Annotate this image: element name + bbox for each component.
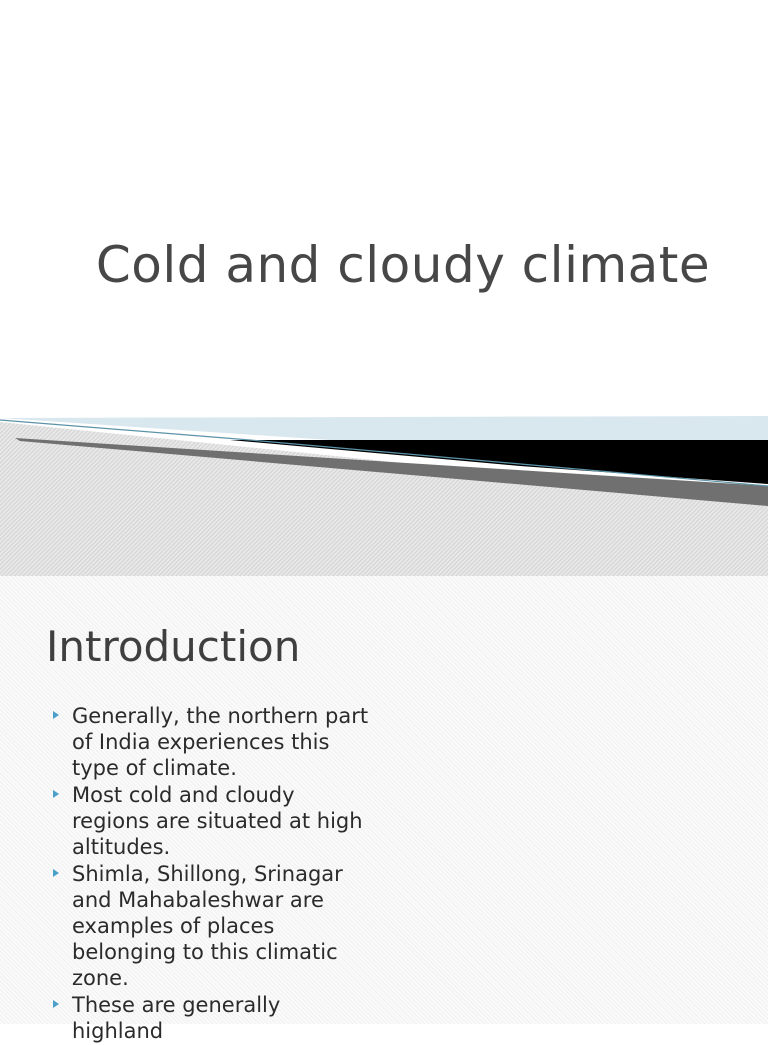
triangle-bullet-icon xyxy=(53,711,59,719)
triangle-bullet-icon xyxy=(53,869,59,877)
triangle-bullet-icon xyxy=(53,1000,59,1008)
bullet-list xyxy=(48,703,378,1045)
bullet-item xyxy=(48,992,378,1044)
bullet-text: Most cold and cloudy regions are situated at high altitudes. xyxy=(72,783,363,859)
bullet-text: These are generally highland xyxy=(72,993,281,1043)
triangle-bullet-icon xyxy=(53,790,59,798)
slide-heading: Introduction xyxy=(46,622,301,671)
bullet-item xyxy=(48,782,378,860)
bullet-text: Generally, the northern part of India experiences this type of climate. xyxy=(72,704,369,780)
slide-title: Cold and cloudy climate xyxy=(95,236,711,294)
bullet-item xyxy=(48,861,378,991)
bullet-text: Shimla, Shillong, Srinagar and Mahabaleshwar are examples of places belonging to this climatic zone. xyxy=(72,862,343,990)
bullet-item xyxy=(48,703,378,781)
content-slide xyxy=(0,576,768,1043)
